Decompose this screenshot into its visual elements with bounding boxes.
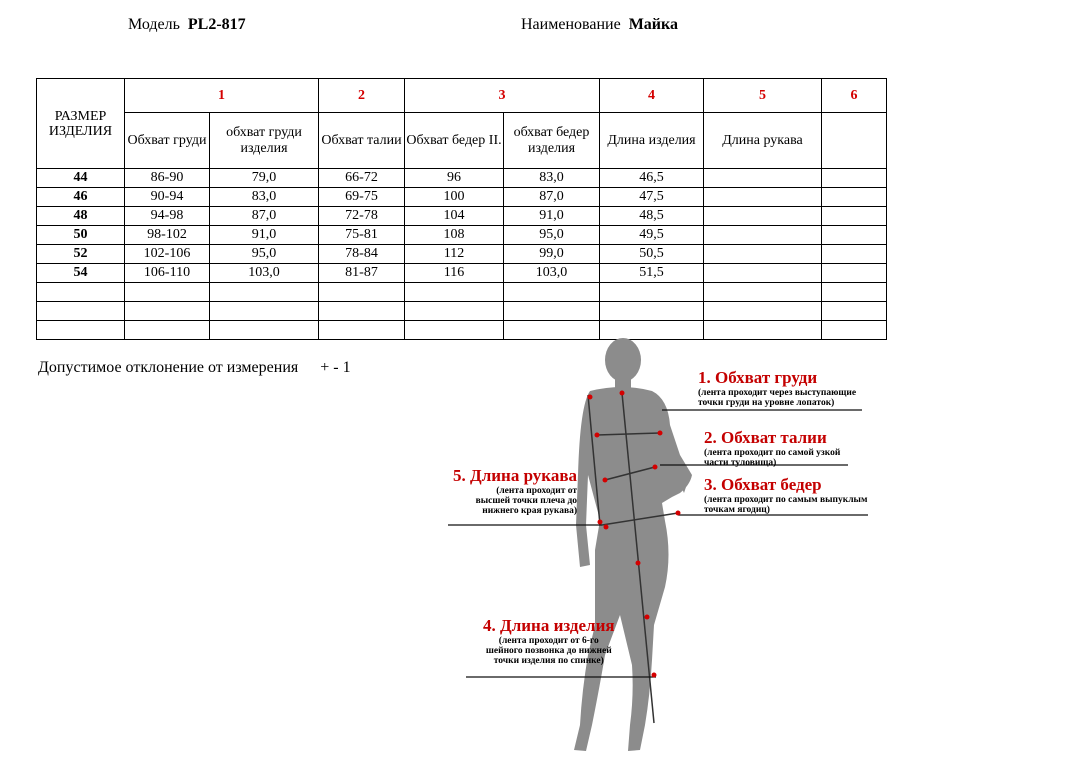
cell-waist: 75-81 <box>319 226 405 245</box>
header-sleeve: Длина рукава <box>704 113 822 169</box>
cell-size: 54 <box>37 264 125 283</box>
cell-hips: 104 <box>405 207 504 226</box>
measure-length <box>483 616 615 666</box>
cell-product-chest: 103,0 <box>210 264 319 283</box>
model-label: Модель <box>128 16 180 33</box>
cell-length: 48,5 <box>600 207 704 226</box>
name-label: Наименование <box>521 16 621 33</box>
header-waist: Обхват талии <box>319 113 405 169</box>
cell-product-chest: 83,0 <box>210 188 319 207</box>
cell-size: 44 <box>37 169 125 188</box>
cell-sleeve <box>704 245 822 264</box>
cell-chest: 98-102 <box>125 226 210 245</box>
table-row <box>37 226 887 245</box>
table-row <box>37 264 887 283</box>
measure-hips-desc2: точкам ягодиц) <box>704 505 770 515</box>
cell-size: 50 <box>37 226 125 245</box>
name-value: Майка <box>628 16 678 33</box>
cell-product-chest: 95,0 <box>210 245 319 264</box>
group-number-1: 1 <box>125 79 319 113</box>
group-number-4: 4 <box>600 79 704 113</box>
table-row <box>37 302 887 321</box>
cell-length: 50,5 <box>600 245 704 264</box>
size-table <box>36 78 887 340</box>
cell-length: 49,5 <box>600 226 704 245</box>
header-hips: Обхват бедер II. <box>405 113 504 169</box>
measure-sleeve-title: 5. Длина рукава <box>453 466 578 485</box>
cell-size: 46 <box>37 188 125 207</box>
group-number-5: 5 <box>704 79 822 113</box>
measure-hips-title: 3. Обхват бедер <box>704 475 822 494</box>
cell-hips: 100 <box>405 188 504 207</box>
measure-sleeve-desc1: (лента проходит от <box>496 486 578 496</box>
cell-sleeve <box>704 207 822 226</box>
measure-length-desc1: (лента проходит от 6-го <box>498 636 599 646</box>
group-number-3: 3 <box>405 79 600 113</box>
cell-extra <box>822 245 887 264</box>
cell-sleeve <box>704 188 822 207</box>
cell-size: 52 <box>37 245 125 264</box>
table-row <box>37 169 887 188</box>
header-empty <box>822 113 887 169</box>
body-silhouette <box>574 338 692 751</box>
header-product-chest: обхват груди изделия <box>210 113 319 169</box>
cell-length: 46,5 <box>600 169 704 188</box>
measure-hips-desc1: (лента проходит по самым выпуклым <box>704 495 868 505</box>
table-row <box>37 245 887 264</box>
cell-hips: 112 <box>405 245 504 264</box>
cell-product-chest: 87,0 <box>210 207 319 226</box>
table-row <box>37 188 887 207</box>
measure-sleeve-desc2: высшей точки плеча до <box>475 496 578 506</box>
cell-sleeve <box>704 264 822 283</box>
measure-waist-desc1: (лента проходит по самой узкой <box>704 448 841 458</box>
cell-chest: 102-106 <box>125 245 210 264</box>
size-rows <box>37 169 887 283</box>
cell-extra <box>822 264 887 283</box>
cell-product-hips: 87,0 <box>504 188 600 207</box>
measure-waist-title: 2. Обхват талии <box>704 428 827 447</box>
measure-waist-desc2: части туловища) <box>704 458 777 468</box>
model-value: PL2-817 <box>187 16 246 33</box>
group-number-2: 2 <box>319 79 405 113</box>
cell-extra <box>822 207 887 226</box>
tolerance-note <box>38 359 351 377</box>
cell-waist: 69-75 <box>319 188 405 207</box>
cell-hips: 108 <box>405 226 504 245</box>
table-row <box>37 207 887 226</box>
cell-chest: 94-98 <box>125 207 210 226</box>
cell-product-chest: 79,0 <box>210 169 319 188</box>
cell-size: 48 <box>37 207 125 226</box>
size-row-header: РАЗМЕР ИЗДЕЛИЯ <box>37 79 125 169</box>
name-header <box>521 16 678 34</box>
cell-length: 47,5 <box>600 188 704 207</box>
measure-sleeve <box>453 466 577 516</box>
cell-sleeve <box>704 169 822 188</box>
tolerance-value: + - 1 <box>320 359 351 376</box>
measure-chest-desc1: (лента проходит через выступающие <box>698 388 857 398</box>
cell-hips: 116 <box>405 264 504 283</box>
model-header <box>128 16 246 34</box>
measure-chest <box>698 368 856 408</box>
cell-product-hips: 103,0 <box>504 264 600 283</box>
table-row <box>37 283 887 302</box>
cell-chest: 86-90 <box>125 169 210 188</box>
header-chest: Обхват груди <box>125 113 210 169</box>
cell-length: 51,5 <box>600 264 704 283</box>
cell-product-hips: 83,0 <box>504 169 600 188</box>
measure-hips <box>704 475 867 515</box>
measure-waist <box>704 428 840 468</box>
cell-waist: 66-72 <box>319 169 405 188</box>
header-length: Длина изделия <box>600 113 704 169</box>
cell-waist: 72-78 <box>319 207 405 226</box>
cell-extra <box>822 226 887 245</box>
tolerance-text: Допустимое отклонение от измерения <box>38 359 299 376</box>
cell-product-hips: 91,0 <box>504 207 600 226</box>
cell-waist: 81-87 <box>319 264 405 283</box>
header-product-hips: обхват бедер изделия <box>504 113 600 169</box>
measure-sleeve-desc3: нижнего края рукава) <box>482 506 578 516</box>
measure-chest-title: 1. Обхват груди <box>698 368 818 387</box>
cell-waist: 78-84 <box>319 245 405 264</box>
cell-hips: 96 <box>405 169 504 188</box>
cell-product-chest: 91,0 <box>210 226 319 245</box>
cell-chest: 106-110 <box>125 264 210 283</box>
cell-extra <box>822 188 887 207</box>
measure-length-desc2: шейного позвонка до нижней <box>485 646 612 656</box>
cell-sleeve <box>704 226 822 245</box>
measure-chest-desc2: точки груди на уровне лопаток) <box>698 398 835 408</box>
cell-product-hips: 95,0 <box>504 226 600 245</box>
measure-length-title: 4. Длина изделия <box>483 616 615 635</box>
cell-extra <box>822 169 887 188</box>
measure-length-desc3: точки изделия по спинке) <box>493 656 604 666</box>
group-number-6: 6 <box>822 79 887 113</box>
cell-chest: 90-94 <box>125 188 210 207</box>
cell-product-hips: 99,0 <box>504 245 600 264</box>
